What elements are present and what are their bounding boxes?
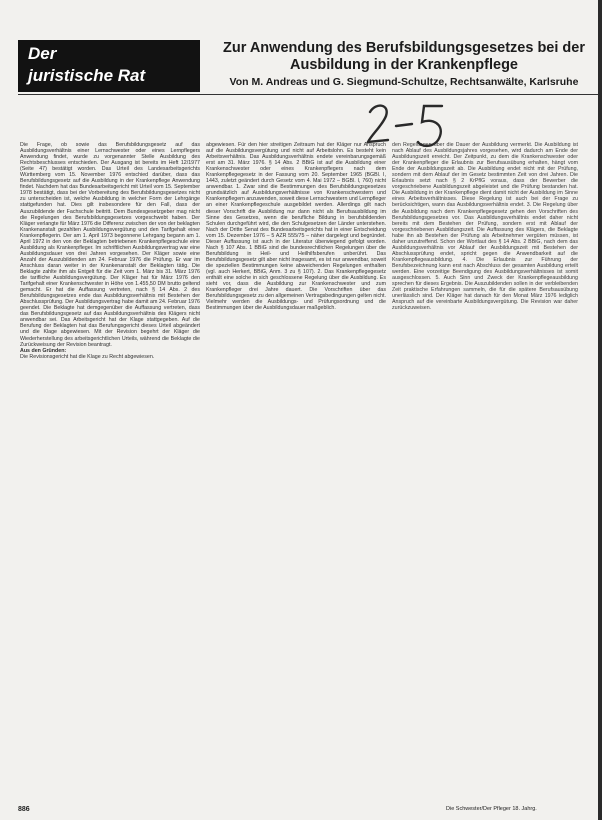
column-1-subhead: Aus den Gründen:	[20, 347, 67, 354]
column-1-tail: Die Revisionsgericht hat die Klage zu Recht abgewiesen.	[20, 353, 155, 360]
text-column-2	[206, 142, 386, 792]
section-banner	[18, 40, 200, 92]
scan-edge	[598, 0, 602, 820]
text-column-3	[392, 142, 578, 792]
article-title: Zur Anwendung des Berufsbildungsgesetzes bei der Ausbildung in der Krankenpflege	[222, 40, 585, 73]
column-1-body: Die Frage, ob sowie das Berufsbildungsgesetz auf das Ausbildungsverhältnis einer Lernschwester oder eines Lernpflegers Anwendung findet, wurde zu vorgenannter Stelle Ausbildung des Rechtsbeschlusses entschieden. Der Ausgang ist bereits im Heft 12/1977 (Seite 47) bestätigt worden. Das Urteil des Landesarbeitsgerichts Württemberg vom 15. November 1976 entschied darüber, dass das Berufsbildungsgesetz auf die Ausbildung in der Krankenpflege Anwendung findet. Nachdem hat das Bundesarbeitsgericht mit Urteil vom 15. September 1978 bestätigt, dass bei der Vorbereitung des Berufsbildungsgesetzes nicht zu unterscheiden ist, welche Ausbildung in welcher Form der Lehrgänge stattgefunden hat. Dies gilt insbesondere für den Fall, dass der Auszubildende der Fachschule beitritt. Dem Bundesgesetzgeber mag nicht die Regelungen des Berufsbildungsgesetzes vorgeschwebt haben. Der Kläger verlangte für März 1976 die Differenz zwischen der von der beklagten Krankenanstalt gezahlten Ausbildungsvergütung und den Tarifgehalt einer Krankenpflegerin. Der am 1. April 1973 begonnene Lehrgang begann am 1. April 1972 in den von der Beklagten betriebenen Krankenpflegeschule eine Ausbildung als Krankenpfleger. Im schriftlichen Ausbildungsvertrag war eine Ausbildungsdauer von drei Jahren vorgesehen. Der Kläger sowie eine Anzahl der Auszubildenden am 24. Februar 1976 die Prüfung. Er war im Anschluss daran weiter in der Krankenanstalt der Beklagten tätig. Die Beklagte zahlte ihm als Entgelt für die Zeit vom 1. März bis 31. März 1976 die tarifliche Ausbildungsvergütung. Der Kläger hat für März 1976 den Tarifgehalt einer Krankenschwester in Höhe von 1.455,50 DM brutto geltend gemacht. Er hat die Auffassung vertreten, nach § 14 Abs. 2 des Berufsbildungsgesetzes ende das Ausbildungsverhältnis mit Bestehen der Abschlussprüfung. Der Ausbildungsvertrag habe damit am 24. Februar 1976 geendet. Die Beklagte hat demgegenüber die Auffassung vertreten, dass das Berufsbildungsgesetz auf das Ausbildungsverhältnis des Klägers nicht anwendbar sei. Das Arbeitsgericht hat der Klage stattgegeben. Auf die Berufung der Beklagten hat das Berufungsgericht dieses Urteil abgeändert und die Klage abgewiesen. Mit der Revision begehrt der Kläger die Wiederherstellung des arbeitsgerichtlichen Urteils, während die Beklagte die Zurückweisung der Revision beantragt.	[20, 142, 200, 348]
page-number: 886	[18, 806, 30, 813]
header-rule	[18, 94, 598, 95]
article-byline: Von M. Andreas und G. Siegmund-Schultze, Rechtsanwälte, Karlsruhe	[229, 76, 579, 88]
text-column-1	[20, 142, 200, 792]
section-label-line1: Der	[28, 44, 57, 63]
column-3-body: den Regelungen über die Dauer der Ausbildung vermerkt. Die Ausbildung ist nach Ablauf des Ausbildungsjahres vorgesehen, wird dadurch am Ende der Ausbildungszeit erreicht. Der Zeitpunkt, zu dem die Krankenschwester oder der Krankenpfleger die Erlaubnis zur Berufsausübung erhalten, hängt vom Ende der Ausbildungszeit ab. Die Ausbildung endet nicht mit der Prüfung, sondern mit dem Ablauf der im Gesetz bestimmten Zeit von drei Jahren. Die Erlaubnis setzt nach § 2 KrPflG voraus, dass der Bewerber die vorgeschriebene Ausbildungszeit abgeleistet und die Prüfung bestanden hat. Die Ausbildung in der Krankenpflege dient damit nicht der Ausbildung im Sinne eines Arbeitsverhältnisses. Diese Regelung ist auch bei der Frage zu berücksichtigen, wann das Ausbildungsverhältnis endet. 3. Die Regelung über die Ausbildung nach dem Krankenpflegegesetz gehen den Vorschriften des Berufsbildungsgesetzes vor. Das Ausbildungsverhältnis endet daher nicht bereits mit dem Bestehen der Prüfung, sondern erst mit Ablauf der vorgeschriebenen Ausbildungszeit. Die Auffassung des Klägers, die Beklagte habe ihn ab Bestehen der Prüfung als Arbeitnehmer vergüten müssen, ist daher unzutreffend. Schon der Wortlaut des § 14 Abs. 2 BBiG, nach dem das Ausbildungsverhältnis vor Ablauf der Ausbildungszeit mit Bestehen der Abschlussprüfung endet, spricht gegen die Anwendbarkeit auf die Krankenpflegeausbildung. 4. Die Erlaubnis zur Führung der Berufsbezeichnung kann erst nach Abschluss der gesamten Ausbildung erteilt werden. Eine vorzeitige Beendigung des Ausbildungsverhältnisses ist somit ausgeschlossen. 5. Auch Sinn und Zweck der Krankenpflegeausbildung sprechen für dieses Ergebnis. Die Auszubildenden sollen in der verbleibenden Zeit praktische Erfahrungen sammeln, die für die spätere Berufsausübung unerlässlich sind. Der Kläger hat danach für den Monat März 1976 lediglich Anspruch auf die vereinbarte Ausbildungsvergütung. Die Revision war daher zurückzuweisen.	[392, 142, 578, 312]
column-2-body: abgewiesen. Für den hier streitigen Zeitraum hat der Kläger nur Anspruch auf die Ausbildungsvergütung und nicht auf Arbeitslohn. Es besteht kein Arbeitsverhältnis. Das Ausbildungsverhältnis endete vereinbarungsgemäß erst am 31. März 1976. § 14 Abs. 2 BBiG ist auf die Ausbildung einer Krankenschwester oder eines Krankenpflegers nach dem Krankenpflegegesetz in der Fassung vom 20. September 1965 (BGBl. I, 1443, zuletzt geändert durch Gesetz vom 4. Mai 1972 – BGBl. I, 760) nicht anwendbar. 1. Zwar sind die Bestimmungen des Berufsbildungsgesetzes grundsätzlich auf Ausbildungsverhältnisse von Krankenschwestern und Krankenpflegern anzuwenden, soweit diese Lernschwestern und Lernpfleger an einer Krankenpflegeschule ausgebildet werden. Allerdings gilt nach dieser Vorschrift die Ausbildung nur dann nicht als Berufsausbildung im Sinne des Gesetzes, wenn die berufliche Bildung in berufsbildenden Schulen durchgeführt wird, die den Schulgesetzen der Länder unterstehen. Nach der Dritte Senat des Bundesarbeitsgerichts hat in einer Entscheidung vom 15. Dezember 1976 – 5 AZR 555/75 – näher dargelegt und begründet. Dieser Auffassung ist auch in der Literatur überwiegend gefolgt worden. Nach § 107 Abs. 1 BBiG sind die bundesrechtlichen Regelungen über die Berufsbildung in Heil- und Heilhilfsberufen unberührt. Das Berufsbildungsgesetz gilt aber nicht insgesamt, es ist nur anwendbar, soweit die speziellen Bestimmungen keine abweichenden Regelungen enthalten (vgl. auch Herkert, BBiG, Anm. 3 zu § 107). 2. Das Krankenpflegegesetz enthält eine solche in sich geschlossene Regelung über die Ausbildung. Es sieht vor, dass die Ausbildung zur Krankenschwester und zum Krankenpfleger drei Jahre dauert. Die Vorschriften über das Berufsbildungsgesetz zu den allgemeinen Vertragsbedingungen gelten nicht. Vielmehr werden die Ausbildungs- und Prüfungsordnung und die Bestimmungen über die Ausbildungsdauer maßgeblich.	[206, 142, 386, 312]
section-label-line2: juristische Rat	[28, 66, 146, 85]
source-line: Die Schwester/Der Pfleger 18. Jahrg.	[446, 806, 537, 812]
